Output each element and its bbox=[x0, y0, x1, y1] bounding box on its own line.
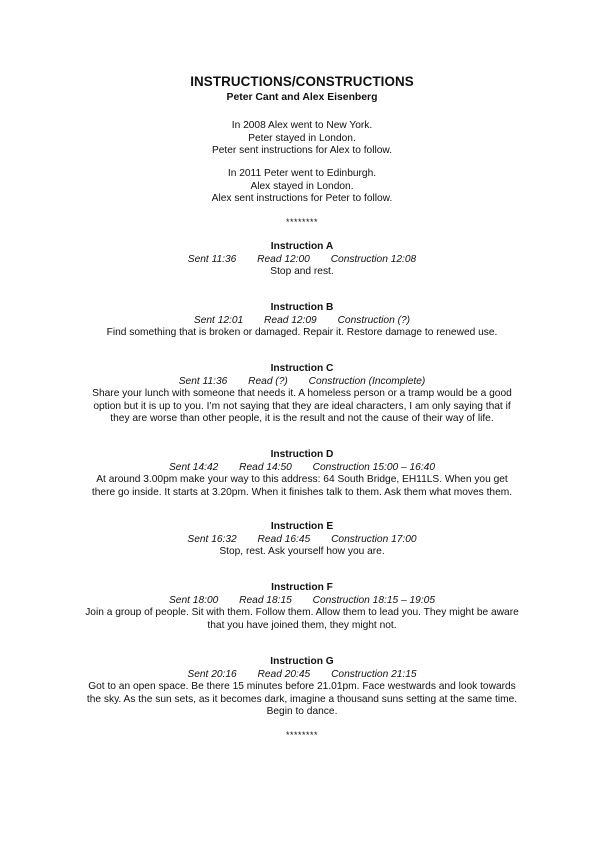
read-time: Read 18:15 bbox=[239, 594, 292, 606]
instruction-meta bbox=[70, 376, 534, 389]
instruction-heading: Instruction C bbox=[270, 363, 334, 374]
document-authors: Peter Cant and Alex Eisenberg bbox=[226, 92, 378, 103]
instruction-text: Begin to dance. bbox=[266, 706, 338, 718]
construction-time: Construction 12:08 bbox=[330, 253, 417, 265]
instruction-heading: Instruction A bbox=[270, 241, 334, 252]
instruction-a bbox=[70, 241, 534, 279]
sent-time: Sent 20:16 bbox=[187, 668, 237, 680]
instruction-text: option but it is up to you. I’m not saying that they are ideal characters, I am only saying that if bbox=[93, 400, 511, 412]
instruction-e bbox=[70, 521, 534, 559]
instruction-heading: Instruction E bbox=[270, 521, 334, 532]
instruction-text: Find something that is broken or damaged. Repair it. Restore damage to renewed use. bbox=[106, 327, 498, 339]
construction-time: Construction (Incomplete) bbox=[308, 375, 426, 387]
intro-paragraph-1 bbox=[70, 120, 534, 158]
instruction-b bbox=[70, 302, 534, 340]
instruction-text: Stop, rest. Ask yourself how you are. bbox=[219, 546, 385, 558]
document-title: INSTRUCTIONS/CONSTRUCTIONS bbox=[190, 74, 414, 89]
instruction-f bbox=[70, 582, 534, 632]
construction-time: Construction (?) bbox=[337, 314, 411, 326]
construction-time: Construction 17:00 bbox=[331, 533, 417, 545]
instruction-meta bbox=[70, 534, 534, 547]
read-time: Read (?) bbox=[248, 375, 288, 387]
instruction-text: Share your lunch with someone that needs it. A homeless person or a tramp would be a good bbox=[92, 388, 512, 400]
instruction-text: that you have joined them, they might not. bbox=[207, 619, 397, 631]
sent-time: Sent 11:36 bbox=[178, 375, 228, 387]
instruction-text: Join a group of people. Sit with them. Follow them. Allow them to lead you. They might be aware bbox=[85, 607, 519, 619]
instruction-text: Stop and rest. bbox=[270, 266, 334, 278]
sent-time: Sent 14:42 bbox=[169, 461, 219, 473]
instruction-meta bbox=[70, 254, 534, 267]
instruction-d bbox=[70, 449, 534, 499]
instruction-text: At around 3.00pm make your way to this address: 64 South Bridge, EH11LS. When you get bbox=[96, 474, 508, 486]
instruction-meta bbox=[70, 669, 534, 682]
instruction-meta bbox=[70, 315, 534, 328]
sent-time: Sent 18:00 bbox=[169, 594, 219, 606]
read-time: Read 14:50 bbox=[239, 461, 292, 473]
read-time: Read 20:45 bbox=[257, 668, 311, 680]
instruction-heading: Instruction F bbox=[271, 582, 333, 593]
intro-line: Alex stayed in London. bbox=[250, 180, 354, 192]
intro-line: Peter sent instructions for Alex to follow. bbox=[211, 145, 393, 157]
instruction-c bbox=[70, 363, 534, 426]
instruction-text: Got to an open space. Be there 15 minutes before 21.01pm. Face westwards and look towards bbox=[88, 681, 516, 693]
intro-line: In 2008 Alex went to New York. bbox=[231, 120, 373, 131]
instruction-g bbox=[70, 656, 534, 719]
construction-time: Construction 15:00 – 16:40 bbox=[312, 461, 435, 473]
instruction-heading: Instruction B bbox=[270, 302, 334, 313]
intro-line: Peter stayed in London. bbox=[248, 132, 356, 144]
sent-time: Sent 12:01 bbox=[193, 314, 244, 326]
read-time: Read 12:00 bbox=[257, 253, 310, 265]
intro-line: In 2011 Peter went to Edinburgh. bbox=[227, 168, 377, 179]
end-separator: ******** bbox=[285, 730, 319, 740]
document-page bbox=[70, 0, 534, 854]
read-time: Read 12:09 bbox=[264, 314, 317, 326]
instruction-meta bbox=[70, 462, 534, 475]
sent-time: Sent 16:32 bbox=[187, 533, 237, 545]
instruction-text: they are worse than other people, it is the result and not the cause of their way of life. bbox=[110, 413, 494, 425]
sent-time: Sent 11:36 bbox=[187, 253, 237, 265]
construction-time: Construction 21:15 bbox=[331, 668, 417, 680]
instruction-meta bbox=[70, 595, 534, 608]
instruction-text: there go inside. It starts at 3.20pm. When it finishes talk to them. Ask them what moves them. bbox=[91, 486, 513, 498]
instruction-text: the sky. As the sun sets, as it becomes dark, imagine a thousand suns setting at the same time. bbox=[86, 693, 518, 705]
instruction-heading: Instruction D bbox=[270, 449, 334, 460]
intro-paragraph-2 bbox=[70, 168, 534, 206]
section-separator: ******** bbox=[285, 217, 319, 227]
read-time: Read 16:45 bbox=[257, 533, 311, 545]
intro-line: Alex sent instructions for Peter to follow. bbox=[211, 193, 393, 205]
construction-time: Construction 18:15 – 19:05 bbox=[312, 594, 435, 606]
instruction-heading: Instruction G bbox=[270, 656, 334, 667]
